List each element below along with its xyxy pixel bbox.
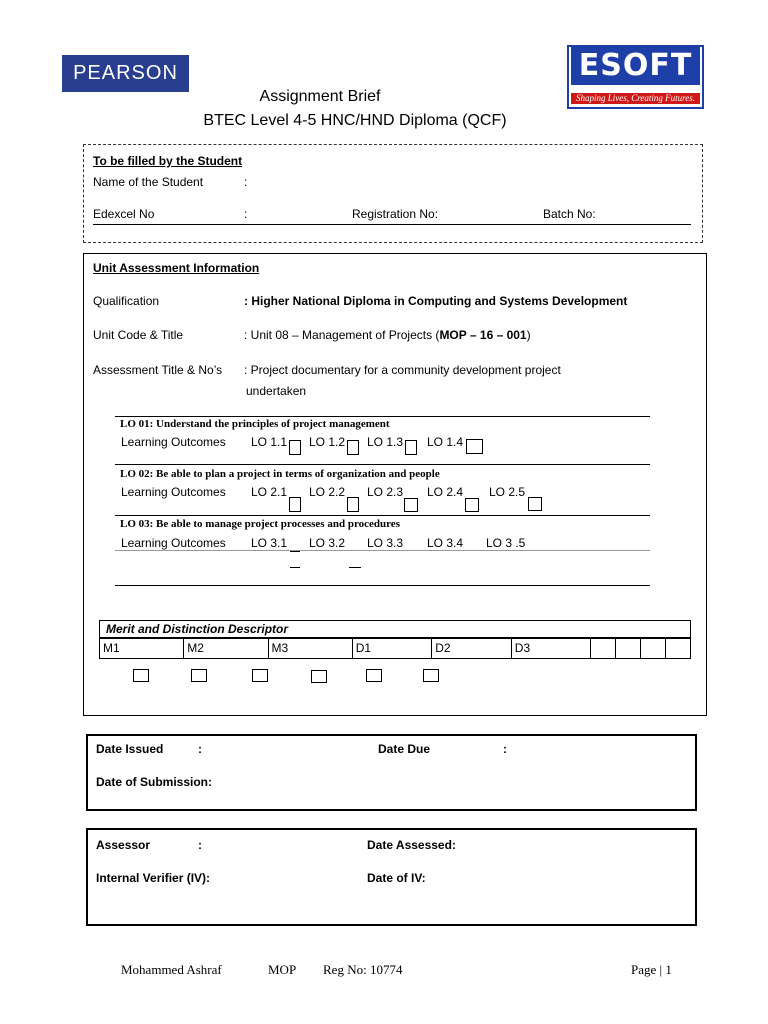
checkbox[interactable] [528,497,542,511]
registration-label: Registration No: [352,207,439,221]
qualification-label: Qualification [93,294,160,308]
lo-divider [115,585,650,586]
lo-divider [115,464,650,465]
date-issued-colon: : [198,742,202,756]
assessment-value-line1: : Project documentary for a community development project [244,363,561,377]
unit-heading: Unit Assessment Information [93,261,260,275]
merit-cell: D1 [352,638,432,659]
merit-cell: M1 [100,638,184,659]
checkbox-fragment [290,567,300,568]
lo2-label: Learning Outcomes [121,485,226,499]
unit-code-label: Unit Code & Title [93,328,184,342]
lo-item: LO 3.3 [367,536,404,550]
merit-cell: M2 [184,638,268,659]
lo-divider [115,550,650,551]
unit-code-text: : Unit 08 – Management of Projects ( [244,328,440,342]
lo-item: LO 1.3 [367,435,404,449]
merit-cell: D2 [432,638,512,659]
edexcel-label: Edexcel No [93,207,155,221]
assessor-label: Assessor [96,838,151,852]
lo-item: LO 2.3 [367,485,404,499]
merit-cell [616,638,641,659]
checkbox[interactable] [133,669,149,682]
lo-item: LO 1.4 [427,435,464,449]
esoft-logo-text: ESOFT [571,47,700,85]
checkbox[interactable] [252,669,268,682]
merit-table [99,637,691,659]
date-assessed-label: Date Assessed: [367,838,456,852]
checkbox[interactable] [347,440,359,455]
merit-heading: Merit and Distinction Descriptor [106,622,289,636]
esoft-tagline: Shaping Lives, Creating Futures. [571,93,700,104]
date-iv-label: Date of IV: [367,871,426,885]
merit-cell: D3 [511,638,591,659]
assessment-label: Assessment Title & No’s [93,363,223,377]
page-title: Assignment Brief [259,88,381,105]
date-submission-label: Date of Submission: [96,775,213,789]
merit-cell [666,638,691,659]
checkbox-fragment [349,567,361,568]
unit-code-value [244,328,531,342]
lo-item: LO 3.4 [427,536,464,550]
checkbox[interactable] [404,498,418,512]
assessor-colon: : [198,838,202,852]
table-row [100,638,691,659]
page-subtitle: BTEC Level 4-5 HNC/HND Diploma (QCF) [203,112,507,129]
pearson-logo: PEARSON [62,55,189,92]
batch-label: Batch No: [543,207,596,221]
checkbox[interactable] [289,497,301,512]
divider [93,224,691,225]
lo-item: LO 3 .5 [486,536,526,550]
checkbox[interactable] [466,439,483,454]
lo-item: LO 1.2 [309,435,346,449]
footer-name: Mohammed Ashraf [121,962,222,977]
checkbox[interactable] [347,497,359,512]
footer-unit: MOP [268,962,297,977]
assessment-value-line2: undertaken [246,384,307,398]
lo3-label: Learning Outcomes [121,536,226,550]
date-issued-label: Date Issued [96,742,164,756]
student-heading: To be filled by the Student [93,154,243,168]
unit-code-close: ) [526,328,531,342]
checkbox[interactable] [289,440,301,455]
lo-item: LO 1.1 [251,435,288,449]
checkbox[interactable] [465,498,479,512]
date-due-colon: : [503,742,507,756]
lo-item: LO 3.1 [251,536,288,550]
lo-item: LO 2.2 [309,485,346,499]
checkbox[interactable] [191,669,207,682]
merit-cell [591,638,616,659]
page-number: Page | 1 [631,962,672,977]
date-due-label: Date Due [378,742,431,756]
lo1-heading: LO 01: Understand the principles of project management [120,418,390,430]
lo1-label: Learning Outcomes [121,435,226,449]
merit-cell: M3 [268,638,352,659]
checkbox[interactable] [366,669,382,682]
lo3-heading: LO 03: Be able to manage project processes and procedures [120,518,400,530]
merit-cell [641,638,666,659]
checkbox[interactable] [423,669,439,682]
lo-item: LO 2.4 [427,485,464,499]
checkbox-fragment [290,551,300,552]
lo-item: LO 2.1 [251,485,288,499]
lo-divider [115,515,650,516]
iv-label: Internal Verifier (IV): [96,871,211,885]
student-name-colon: : [244,175,248,189]
checkbox[interactable] [311,670,327,683]
qualification-value: : Higher National Diploma in Computing and Systems Development [244,294,628,308]
lo2-heading: LO 02: Be able to plan a project in terms of organization and people [120,468,440,480]
lo-item: LO 3.2 [309,536,346,550]
lo-item: LO 2.5 [489,485,526,499]
footer-reg: Reg No: 10774 [323,962,403,977]
student-name-label: Name of the Student [93,175,204,189]
checkbox[interactable] [405,440,417,455]
unit-code-bold: MOP – 16 – 001 [439,328,527,342]
lo-divider [115,416,650,417]
edexcel-colon: : [244,207,248,221]
